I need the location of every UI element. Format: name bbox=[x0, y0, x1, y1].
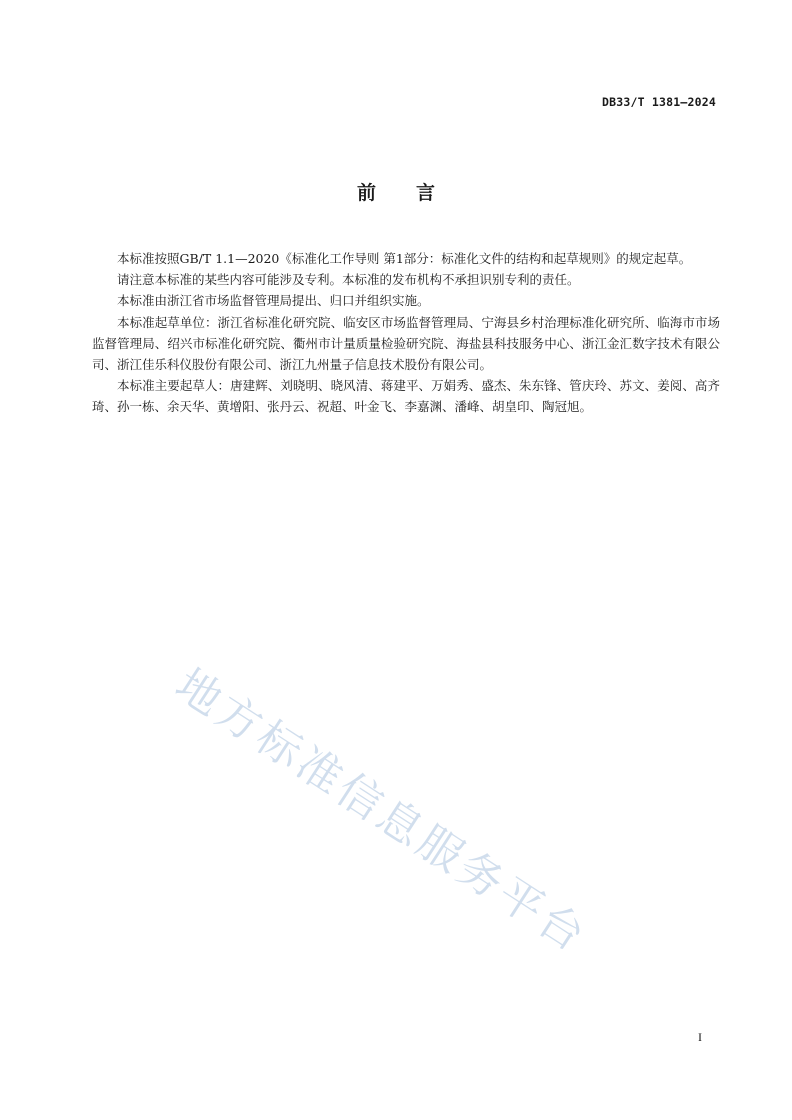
document-code: DB33/T 1381—2024 bbox=[602, 95, 716, 109]
page-number: I bbox=[698, 1030, 702, 1044]
paragraph-drafters: 本标准主要起草人：唐建辉、刘晓明、晓风清、蒋建平、万娟秀、盛杰、朱东锋、管庆玲、苏文、姜阅、高齐琦、孙一栋、余天华、黄增阳、张丹云、祝超、叶金飞、李嘉渊、潘峰、胡皇印、陶冠旭。 bbox=[92, 378, 720, 415]
page-title: 前言 bbox=[356, 182, 475, 204]
paragraph-patent-notice: 请注意本标准的某些内容可能涉及专利。本标准的发布机构不承担识别专利的责任。 bbox=[117, 272, 580, 288]
watermark: 地方标准信息服务平台 bbox=[166, 659, 597, 964]
paragraph-drafting-rules: 本标准按照GB/T 1.1—2020《标准化工作导则 第1部分：标准化文件的结构和起草规则》的规定起草。 bbox=[117, 251, 692, 266]
document-body bbox=[92, 248, 720, 418]
paragraph-drafting-units: 本标准起草单位：浙江省标准化研究院、临安区市场监督管理局、宁海县乡村治理标准化研究所、临海市市场监督管理局、绍兴市标准化研究院、衢州市计量质量检验研究院、海盐县科技服务中心、浙江金汇数字技术有限公司、浙江佳乐科仪股份有限公司、浙江九州量子信息技术股份有限公司。 bbox=[92, 314, 720, 373]
paragraph-proposer: 本标准由浙江省市场监督管理局提出、归口并组织实施。 bbox=[117, 293, 430, 309]
